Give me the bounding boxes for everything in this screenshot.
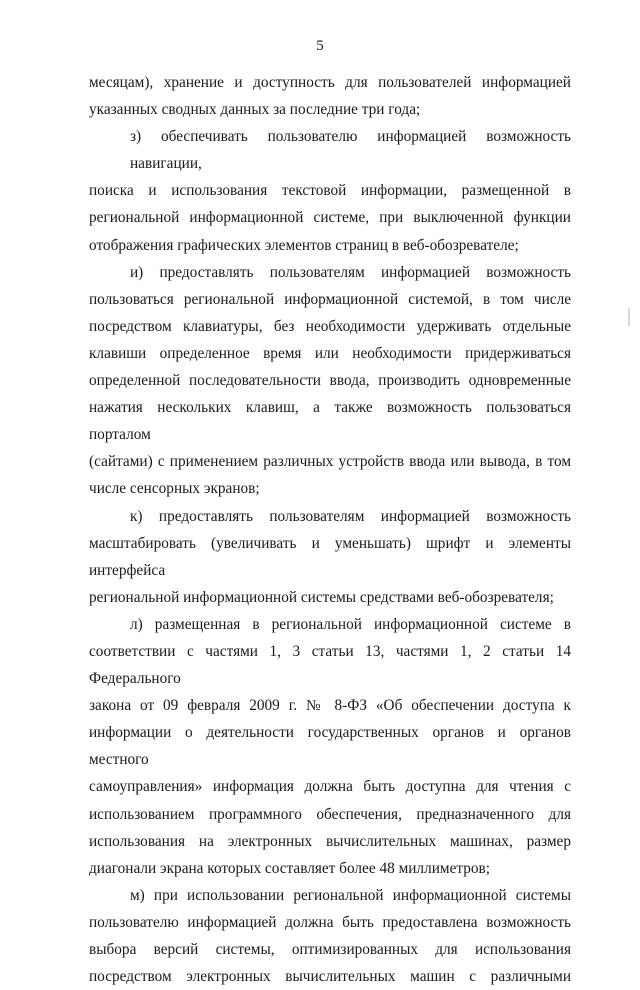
text-line: указанных сводных данных за последние три года;	[89, 101, 421, 119]
text-line: региональной информационной системе, при выключенной функции	[89, 209, 571, 227]
text-line: (сайтами) с применением различных устройств ввода или вывода, в том	[89, 453, 571, 471]
text-line: и) предоставлять пользователям информацией возможность	[130, 263, 571, 281]
text-line: л) размещенная в региональной информационной системе в	[130, 615, 571, 633]
text-line: посредством электронных вычислительных машин с различными	[89, 968, 571, 986]
text-line: диагонали экрана которых составляет более 48 миллиметров;	[89, 859, 490, 877]
scan-artifact-mark	[628, 308, 630, 326]
text-line: региональной информационной системы средствами веб-обозревателя;	[89, 588, 554, 606]
text-line: использованием программного обеспечения, предназначенного для	[89, 805, 571, 823]
text-line: определенной последовательности ввода, производить одновременные	[89, 372, 571, 390]
text-line: использования на электронных вычислительных машинах, размер	[89, 832, 571, 850]
text-line: закона от 09 февраля 2009 г. № 8-ФЗ «Об обеспечении доступа к	[89, 697, 571, 715]
page-number: 5	[316, 38, 324, 54]
document-body	[89, 69, 571, 990]
text-line: к) предоставлять пользователям информацией возможность	[130, 507, 571, 525]
text-line: информации о деятельности государственных органов и органов местного	[89, 724, 571, 769]
text-line: пользователю информацией должна быть предоставлена возможность	[89, 913, 571, 931]
text-line: самоуправления» информация должна быть доступна для чтения с	[89, 778, 571, 796]
text-line: числе сенсорных экранов;	[89, 480, 260, 498]
text-line: поиска и использования текстовой информации, размещенной в	[89, 182, 571, 200]
text-line: отображения графических элементов страниц в веб-обозревателе;	[89, 236, 519, 254]
text-line: посредством клавиатуры, без необходимости удерживать отдельные	[89, 317, 571, 335]
text-line: соответствии с частями 1, 3 статьи 13, частями 1, 2 статьи 14 Федерального	[89, 642, 571, 688]
text-line: выбора версий системы, оптимизированных для использования	[89, 941, 571, 958]
text-line: з) обеспечивать пользователю информацией возможность навигации,	[130, 128, 571, 173]
text-line: пользоваться региональной информационной системой, в том числе	[89, 290, 571, 308]
text-line: нажатия нескольких клавиш, а также возможность пользоваться порталом	[89, 399, 571, 444]
text-line: масштабировать (увеличивать и уменьшать) шрифт и элементы интерфейса	[89, 534, 571, 579]
text-line: месяцам), хранение и доступность для пользователей информацией	[89, 74, 571, 91]
text-line: м) при использовании региональной информационной системы	[130, 886, 571, 904]
text-line: клавиши определенное время или необходимости придерживаться	[89, 344, 571, 362]
